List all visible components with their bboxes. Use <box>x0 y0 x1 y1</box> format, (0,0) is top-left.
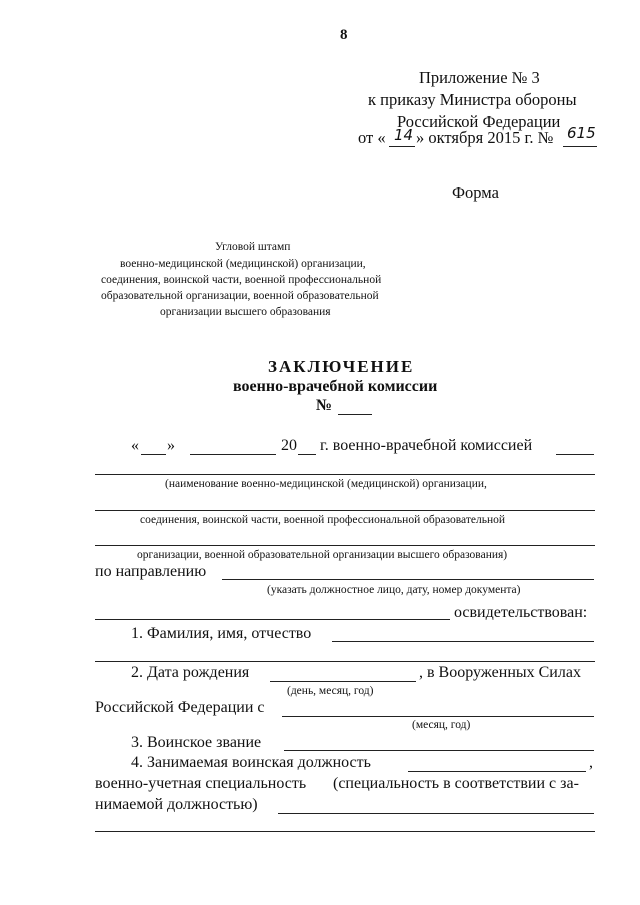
stamp-line-1: Угловой штамп <box>215 241 291 253</box>
form-label: Форма <box>452 183 499 202</box>
hint-birth: (день, месяц, год) <box>287 685 374 697</box>
document-subtitle: военно-врачебной комиссии <box>233 378 438 395</box>
birth-date-label: 2. Дата рождения <box>131 664 250 681</box>
stamp-line-5: организации высшего образования <box>160 306 331 318</box>
document-page: 8 Приложение № 3 к приказу Министра обороны Российской Федерации от « 14 » октября 2015 г. № 615 Форма Угловой штамп военно-медицинской (медицинской) организации, соединения, воинской части, военной профессиональной образовательной организации, военной образовательной организации высшего образования ЗАКЛЮЧЕНИЕ военно-врачебной комиссии № « » 20 г. военно-врачебной комиссией (наименование военно-медицинской (медицинской) организации, соединения, воинской части, военной профессиональной образовательной организации, военной образовательной организации высшего образования) по направлению (указать должностное лицо, дату, номер документа) освидетельствован: 1. Фамилия, имя, отчество 2. Дата рождения , в Вооруженных Силах (день, месяц, год) Российской Федерации с (месяц, год) 3. Воинское звание 4. Занимаемая воинская должность , военно-учетная специальность (специальность в соответствии с за- нимаемой должностью) <box>0 0 640 905</box>
date-mid: » октября 2015 г. № <box>416 128 554 147</box>
examined-label: освидетельствован: <box>454 604 588 621</box>
hint-month-year: (месяц, год) <box>412 719 471 731</box>
date-prefix: от « <box>358 128 386 147</box>
specialty-note-cont: нимаемой должностью) <box>95 796 258 813</box>
hint-org-1: (наименование военно-медицинской (медицинской) организации, <box>165 478 487 490</box>
appendix-title: Приложение № 3 <box>419 68 540 87</box>
year-prefix: 20 <box>281 437 297 454</box>
stamp-line-2: военно-медицинской (медицинской) организации, <box>120 258 366 270</box>
order-day: 14 <box>394 126 414 144</box>
document-title: ЗАКЛЮЧЕНИЕ <box>268 357 415 376</box>
commission-suffix: г. военно-врачебной комиссией <box>320 437 533 454</box>
service-since-label: Российской Федерации с <box>95 699 265 716</box>
specialty-label: военно-учетная специальность <box>95 775 307 792</box>
hint-direction: (указать должностное лицо, дату, номер документа) <box>267 584 521 596</box>
full-name-label: 1. Фамилия, имя, отчество <box>131 625 312 642</box>
conclusion-number-label: № <box>316 397 333 414</box>
military-rank-label: 3. Воинское звание <box>131 734 262 751</box>
position-label: 4. Занимаемая воинская должность <box>131 754 371 771</box>
federation-name: Российской Федерации <box>397 112 561 131</box>
hint-org-3: организации, военной образовательной организации высшего образования) <box>137 549 508 561</box>
direction-label: по направлению <box>95 563 207 580</box>
hint-org-2: соединения, воинской части, военной профессиональной образовательной <box>140 514 506 526</box>
stamp-line-4: образовательной организации, военной образовательной <box>101 290 379 302</box>
specialty-note: (специальность в соответствии с за- <box>333 775 579 792</box>
page-number: 8 <box>340 27 348 43</box>
armed-forces-label: , в Вооруженных Силах <box>419 664 581 681</box>
order-number: 615 <box>567 124 596 142</box>
stamp-line-3: соединения, воинской части, военной профессиональной <box>101 274 382 286</box>
order-reference: к приказу Министра обороны <box>368 90 577 109</box>
